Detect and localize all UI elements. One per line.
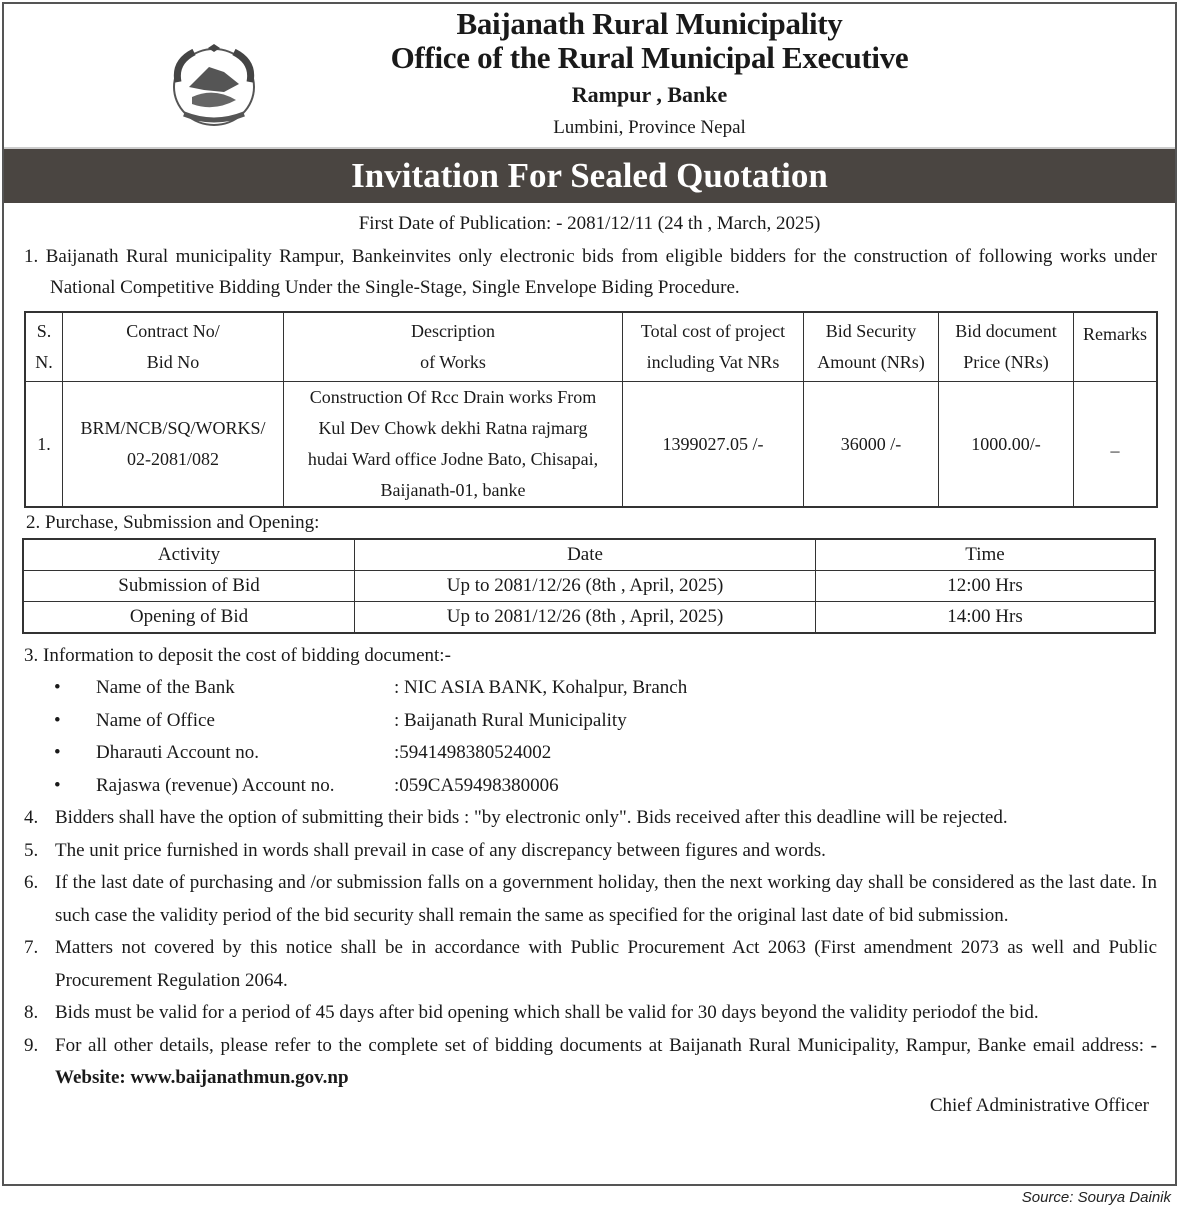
header-sn: S. N. bbox=[25, 312, 63, 382]
header-contract: Contract No/ Bid No bbox=[63, 312, 284, 382]
publication-date: First Date of Publication: - 2081/12/11 (24 th , March, 2025) bbox=[358, 213, 821, 234]
list-item bbox=[54, 770, 1175, 803]
header-doc-price: Bid document Price (NRs) bbox=[939, 312, 1074, 382]
cell-date: Up to 2081/12/26 (8th , April, 2025) bbox=[355, 571, 816, 602]
header-description: Description of Works bbox=[284, 312, 623, 382]
notice-frame bbox=[2, 2, 1177, 1186]
rajaswa-value: :059CA59498380006 bbox=[394, 774, 559, 796]
works-table bbox=[24, 311, 1158, 508]
clause-5: 5. The unit price furnished in words shall prevail in case of any discrepancy between figures and words. bbox=[24, 839, 826, 861]
header-cost: Total cost of project including Vat NRs bbox=[623, 312, 804, 382]
cell-sn: 1. bbox=[25, 382, 63, 508]
cell-time: 14:00 Hrs bbox=[816, 602, 1156, 634]
table-row bbox=[25, 382, 1157, 508]
bank-value: : NIC ASIA BANK, Kohalpur, Branch bbox=[394, 677, 688, 698]
source-credit: Source: Sourya Dainik bbox=[1021, 1189, 1171, 1206]
bank-label: Name of the Bank bbox=[96, 677, 235, 698]
header-activity: Activity bbox=[23, 539, 355, 571]
clause-1-number: 1. bbox=[24, 246, 39, 267]
municipality-name: Baijanath Rural Municipality bbox=[456, 6, 843, 41]
office-location: Rampur , Banke bbox=[571, 82, 728, 107]
clauses bbox=[24, 802, 1157, 1095]
schedule-table bbox=[22, 538, 1156, 634]
list-item bbox=[54, 737, 1175, 770]
section-2-title: 2. Purchase, Submission and Opening: bbox=[26, 512, 320, 533]
schedule-header bbox=[23, 539, 1155, 571]
header-date: Date bbox=[355, 539, 816, 571]
clause-8: 8. Bids must be valid for a period of 45 days after bid opening which shall be valid for 30 days beyond the validity periodof the bid. bbox=[24, 1002, 1039, 1023]
signature: Chief Administrative Officer bbox=[929, 1094, 1149, 1116]
office-name: Office of the Rural Municipal Executive bbox=[390, 40, 909, 75]
cell-time: 12:00 Hrs bbox=[816, 571, 1156, 602]
clause-7: 7. Matters not covered by this notice shall be in accordance with Public Procurement Act 2063 (First amendment 2073 as well and Public Procurement Regulation 2064. bbox=[24, 937, 1157, 991]
section-3-title: 3. Information to deposit the cost of bidding document:- bbox=[24, 645, 451, 666]
dharauti-value: :5941498380524002 bbox=[394, 742, 552, 763]
clause-1-text: Baijanath Rural municipality Rampur, Bankeinvites only electronic bids from eligible bidders for the construction of following works under National Competitive Bidding Under the Single-Stage, Single Envelope Biding Procedure. bbox=[45, 246, 1157, 298]
clause-4: 4. Bidders shall have the option of submitting their bids : "by electronic only". Bids received after this deadline will be rejected. bbox=[24, 807, 1008, 828]
notice-title: Invitation For Sealed Quotation bbox=[4, 147, 1175, 203]
notice-header bbox=[4, 4, 1175, 147]
cell-doc-price: 1000.00/- bbox=[939, 382, 1074, 508]
cell-contract: BRM/NCB/SQ/WORKS/ 02-2081/082 bbox=[63, 382, 284, 508]
clause-9: 9. For all other details, please refer to the complete set of bidding documents at Baijanath Rural Municipality, Rampur, Banke email address: -Website: www.baijanathmun.gov.np bbox=[24, 1034, 1157, 1088]
list-item bbox=[54, 672, 1175, 705]
office-province: Lumbini, Province Nepal bbox=[553, 117, 746, 138]
works-table-header bbox=[25, 312, 1157, 382]
bullet-icon: • bbox=[54, 709, 61, 731]
office-value: : Baijanath Rural Municipality bbox=[394, 709, 627, 731]
clause-6: 6. If the last date of purchasing and /or submission falls on a government holiday, then the next working day shall be considered as the last date. In such case the validity period of the bid security shall remain the same as specified for the original last date of bid submission. bbox=[24, 872, 1157, 926]
clause-1 bbox=[24, 241, 1157, 303]
clause-9-text: For all other details, please refer to the complete set of bidding documents at Baijanath Rural Municipality, Rampur, Banke email address: bbox=[55, 1034, 1151, 1056]
cell-security: 36000 /- bbox=[804, 382, 939, 508]
cell-activity: Submission of Bid bbox=[23, 571, 355, 602]
bullet-icon: • bbox=[54, 742, 61, 763]
header-security: Bid Security Amount (NRs) bbox=[804, 312, 939, 382]
cell-activity: Opening of Bid bbox=[23, 602, 355, 634]
rajaswa-label: Rajaswa (revenue) Account no. bbox=[96, 774, 335, 796]
website-link[interactable]: -Website: www.baijanathmun.gov.np bbox=[55, 1034, 1157, 1088]
office-label: Name of Office bbox=[96, 709, 215, 731]
list-item bbox=[54, 705, 1175, 738]
bank-info-list bbox=[4, 672, 1175, 802]
cell-remarks: _ bbox=[1074, 382, 1158, 508]
table-row bbox=[23, 571, 1155, 602]
bullet-icon: • bbox=[54, 774, 61, 796]
cell-date: Up to 2081/12/26 (8th , April, 2025) bbox=[355, 602, 816, 634]
bullet-icon: • bbox=[54, 677, 61, 698]
dharauti-label: Dharauti Account no. bbox=[96, 742, 260, 763]
cell-description: Construction Of Rcc Drain works From Kul Dev Chowk dekhi Ratna rajmarg hudai Ward office Jodne Bato, Chisapai, Baijanath-01, banke bbox=[284, 382, 623, 508]
header-time: Time bbox=[816, 539, 1156, 571]
header-remarks: Remarks bbox=[1074, 312, 1158, 382]
cell-cost: 1399027.05 /- bbox=[623, 382, 804, 508]
table-row bbox=[23, 602, 1155, 634]
